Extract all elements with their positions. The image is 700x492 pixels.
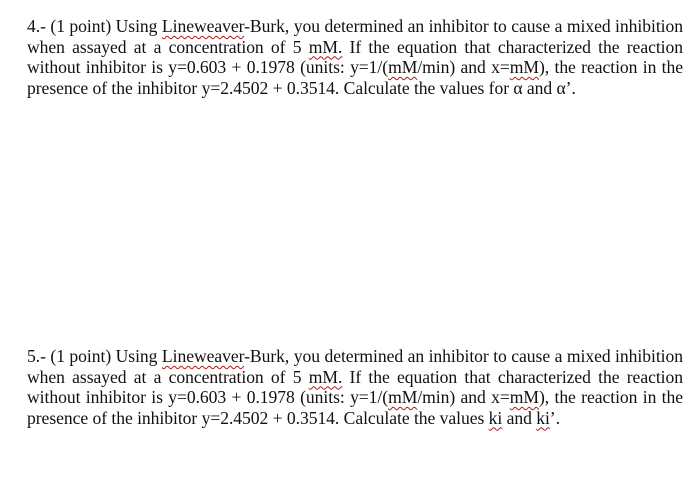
spellcheck-word: ki (536, 407, 550, 428)
spellcheck-word: mM (388, 387, 418, 407)
spellcheck-word: ki (488, 407, 503, 428)
question-5 (27, 346, 683, 428)
spellcheck-word: mM. (308, 366, 343, 387)
question-5-text: and (502, 407, 537, 428)
question-5-text: 5.- (1 point) Using (27, 346, 162, 366)
spellcheck-word: mM (509, 57, 539, 77)
spellcheck-word: Lineweaver (161, 16, 245, 36)
question-5-text: -Burk, you determined an inhibitor to cause a mixed inhibition when assayed at a concentration of 5 (27, 346, 683, 387)
question-4 (27, 16, 683, 98)
question-5-text: ’. (549, 407, 560, 428)
spellcheck-word: mM. (308, 36, 343, 57)
question-4-text: /min) and x= (417, 57, 510, 77)
question-4-text: If the equation that characterized the reaction without inhibitor is y=0.603 + 0.1978 (units: y=1/( (27, 36, 684, 77)
spellcheck-word: mM (388, 57, 418, 77)
spellcheck-word: mM (509, 387, 539, 407)
spellcheck-word: Lineweaver (161, 346, 245, 366)
question-5-text: ), the reaction in the presence of the inhibitor y=2.4502 + 0.3514. Calculate the values (27, 387, 684, 428)
question-4-text: 4.- (1 point) Using (27, 16, 162, 36)
question-4-text: -Burk, you determined an inhibitor to cause a mixed inhibition when assayed at a concentration of 5 (27, 16, 683, 57)
question-5-text: If the equation that characterized the reaction without inhibitor is y=0.603 + 0.1978 (units: y=1/( (27, 366, 684, 407)
question-4-text: ), the reaction in the presence of the inhibitor y=2.4502 + 0.3514. Calculate the values for α and α’. (27, 57, 684, 98)
question-5-text: /min) and x= (417, 387, 510, 407)
